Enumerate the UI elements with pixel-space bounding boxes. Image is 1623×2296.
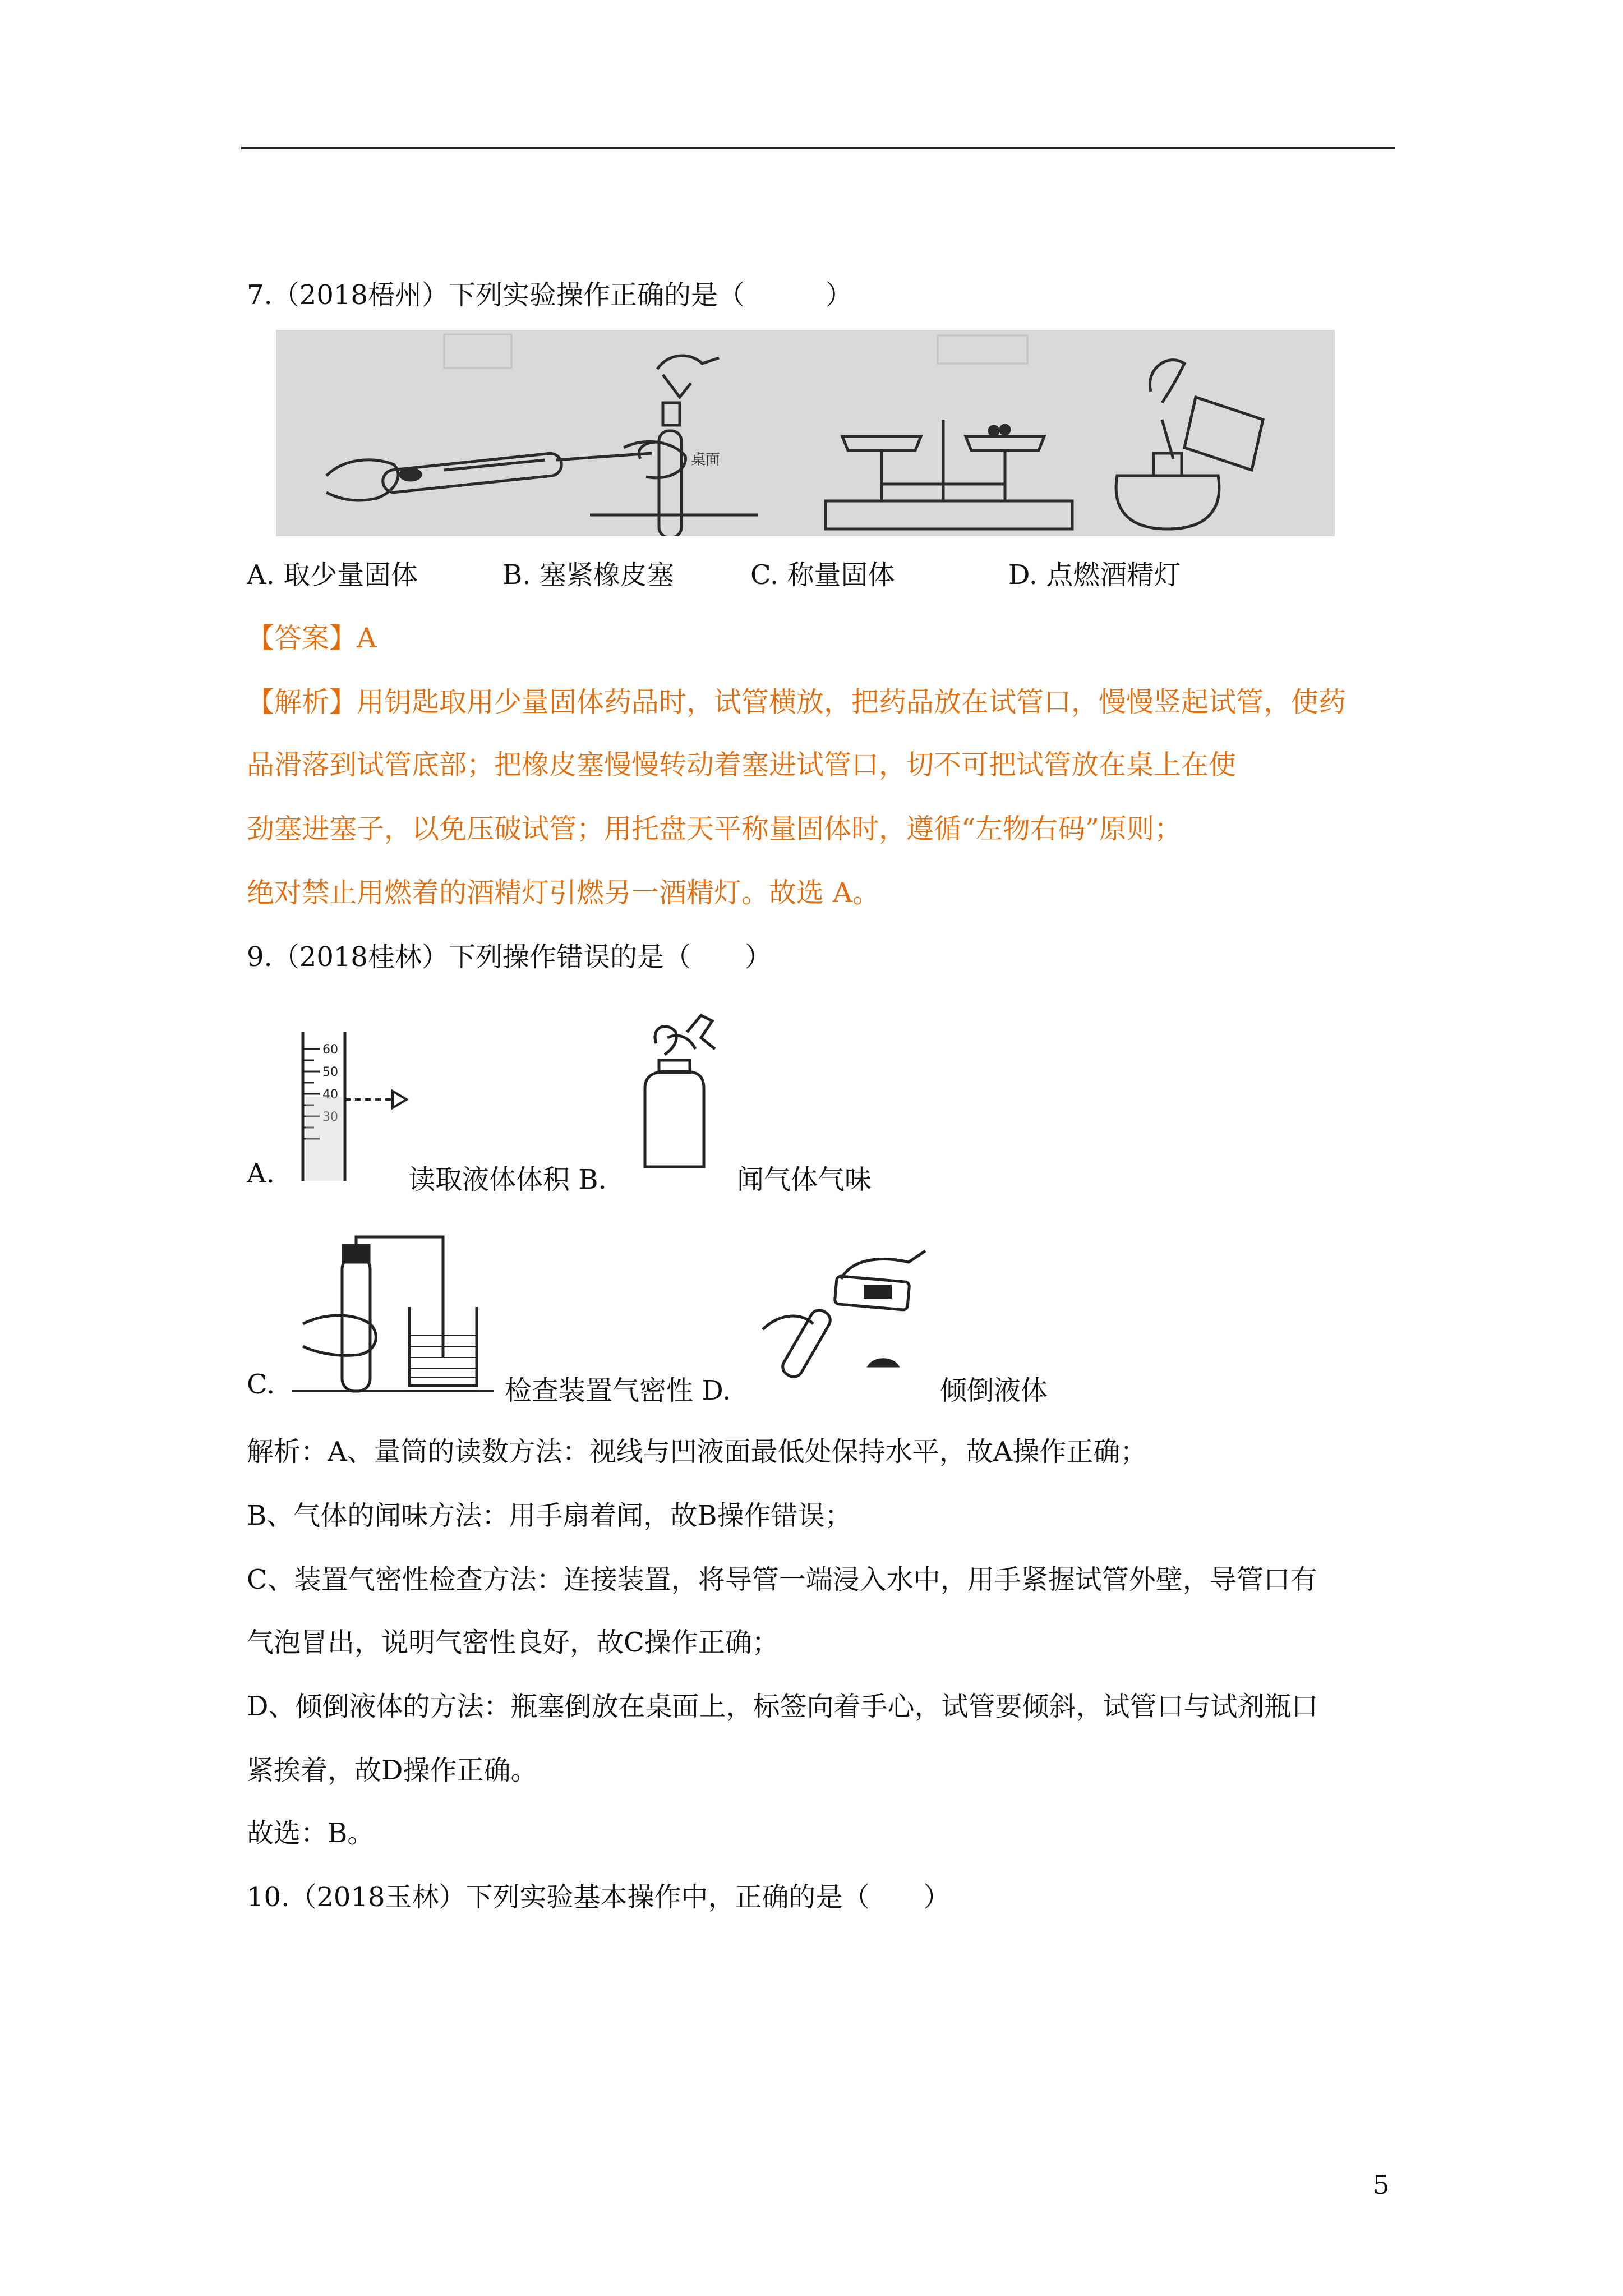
- q7-analysis-line-1: 【解析】用钥匙取用少量固体药品时，试管横放，把药品放在试管口，慢慢竖起试管，使药: [247, 686, 1347, 718]
- page-number: 5: [1373, 2170, 1390, 2200]
- q9-analysis-line-1: 解析：A、量筒的读数方法：视线与凹液面最低处保持水平，故A操作正确；: [247, 1436, 1147, 1467]
- q7-option-c: C. 称量固体: [750, 559, 895, 591]
- q9-c-label: 检查装置气密性 D.: [505, 1375, 731, 1406]
- q7-option-b: B. 塞紧橡皮塞: [502, 559, 674, 591]
- q9-analysis-line-3: C、装置气密性检查方法：连接装置，将导管一端浸入水中，用手紧握试管外壁，导管口有: [247, 1564, 1317, 1595]
- q7-photo: [276, 330, 1335, 536]
- q9-stem: 9.（2018桂林）下列操作错误的是（ ）: [247, 941, 772, 973]
- q9-d-label: 倾倒液体: [940, 1375, 1048, 1406]
- q7-option-a: A. 取少量固体: [247, 559, 418, 591]
- q9-analysis-line-4: 气泡冒出，说明气密性良好，故C操作正确；: [247, 1627, 779, 1658]
- q9-figure-c: [292, 1234, 494, 1397]
- q9-a-label: 读取液体体积 B.: [408, 1164, 607, 1195]
- q9-analysis-line-7: 故选：B。: [247, 1818, 375, 1849]
- q9-a-prefix: A.: [247, 1158, 275, 1189]
- header-rule: [241, 147, 1395, 149]
- q7-option-d: D. 点燃酒精灯: [1008, 559, 1181, 591]
- q9-figure-d: [757, 1245, 942, 1391]
- q9-b-label: 闻气体气味: [737, 1164, 872, 1195]
- q7-answer: 【答案】A: [247, 622, 377, 654]
- q9-c-prefix: C.: [247, 1369, 275, 1400]
- q9-analysis-line-5: D、倾倒液体的方法：瓶塞倒放在桌面上，标签向着手心，试管要倾斜，试管口与试剂瓶口: [247, 1691, 1318, 1722]
- desk-label: 桌面: [691, 452, 721, 468]
- tick-60: 60: [322, 1043, 338, 1057]
- q9-analysis-line-6: 紧挨着，故D操作正确。: [247, 1755, 538, 1786]
- tick-30: 30: [322, 1110, 338, 1124]
- q10-stem: 10.（2018玉林）下列实验基本操作中，正确的是（ ）: [247, 1881, 951, 1913]
- q7-analysis-line-2: 品滑落到试管底部；把橡皮塞慢慢转动着塞进试管口，切不可把试管放在桌上在使: [247, 749, 1237, 781]
- tick-40: 40: [322, 1088, 338, 1102]
- q7-stem: 7.（2018梧州）下列实验操作正确的是（ ）: [247, 279, 852, 311]
- q9-figure-a: [292, 1027, 415, 1184]
- q7-analysis-line-4: 绝对禁止用燃着的酒精灯引燃另一酒精灯。故选 A。: [247, 877, 880, 909]
- q7-analysis-tag: 【解析】: [247, 686, 357, 718]
- tick-50: 50: [322, 1065, 338, 1079]
- q7-analysis-line-3: 劲塞进塞子，以免压破试管；用托盘天平称量固体时，遵循“左物右码”原则；: [247, 813, 1182, 845]
- q9-analysis-line-2: B、气体的闻味方法：用手扇着闻，故B操作错误；: [247, 1500, 852, 1531]
- q9-figure-b: [634, 1010, 735, 1172]
